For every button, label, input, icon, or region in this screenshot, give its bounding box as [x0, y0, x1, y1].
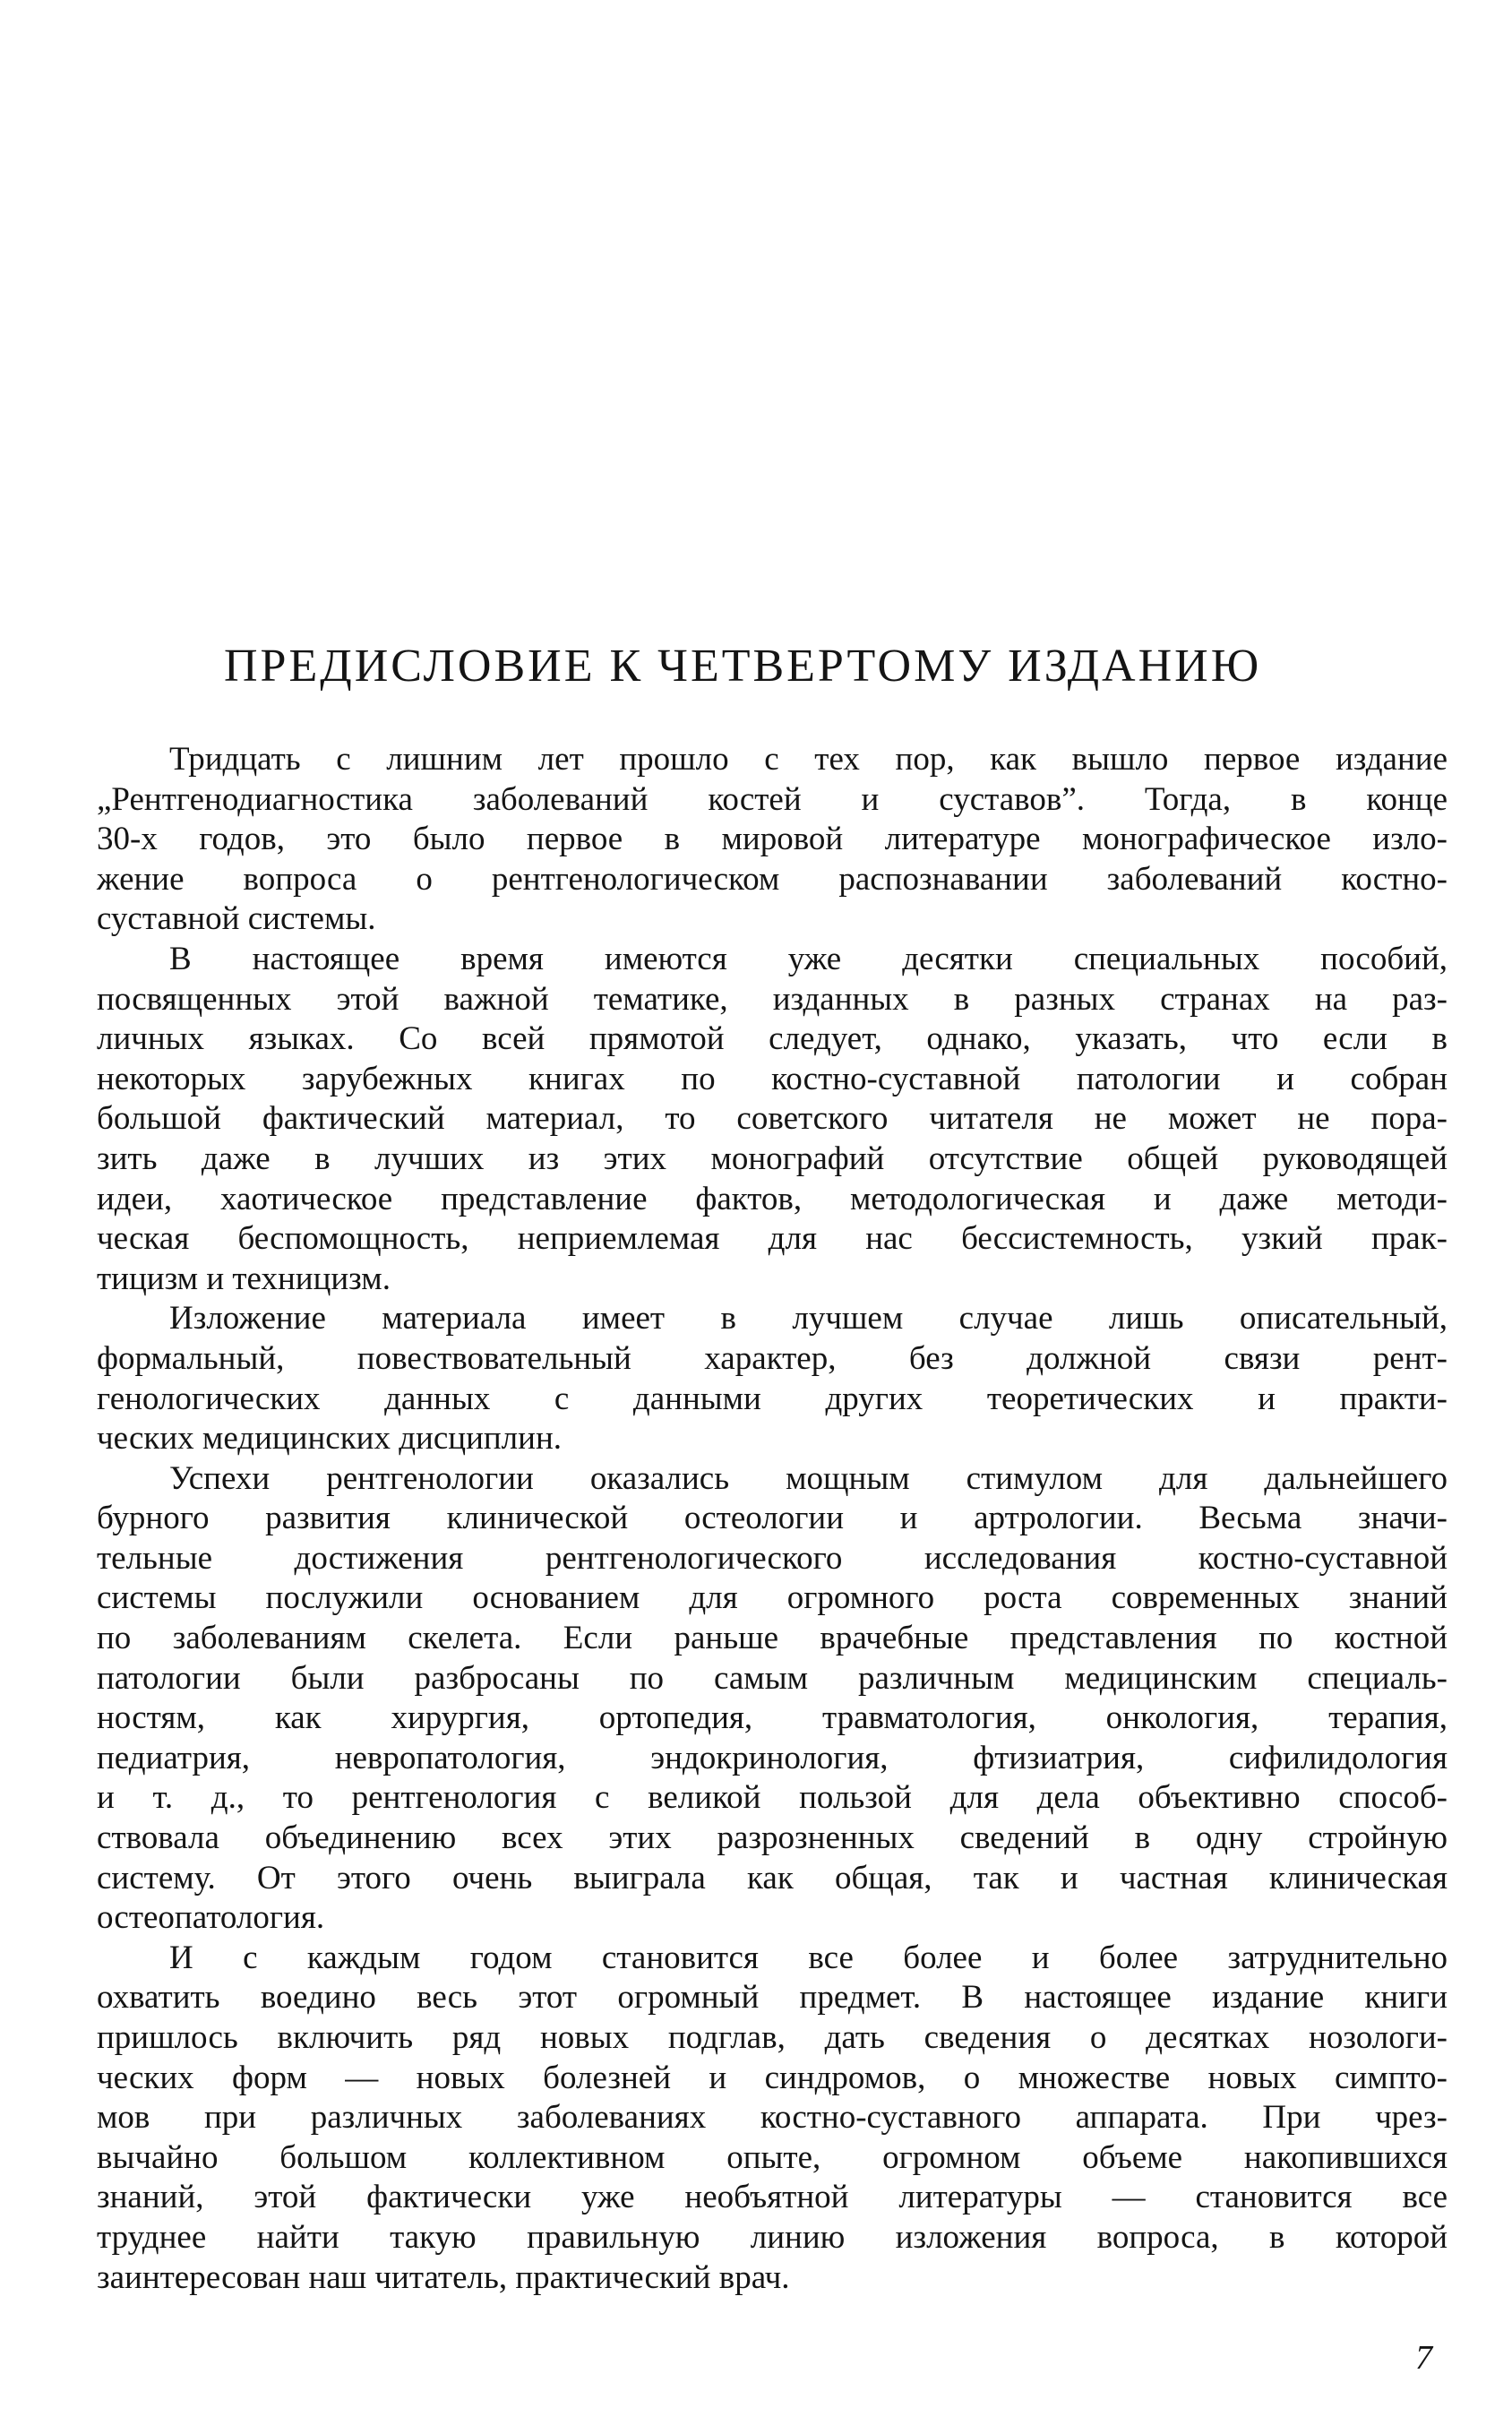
- page-heading: ПРЕДИСЛОВИЕ К ЧЕТВЕРТОМУ ИЗДАНИЮ: [224, 641, 1262, 692]
- paragraph: [97, 740, 1448, 940]
- text-line: В настоящее время имеются уже десятки специальных пособий,: [169, 940, 1448, 977]
- text-line: бурного развития клинической остеологии и артрологии. Весьма значи-: [97, 1500, 1448, 1537]
- paragraph: [97, 1299, 1448, 1458]
- text-line: и т. д., то рентгенология с великой пользой для дела объективно способ-: [97, 1779, 1448, 1817]
- text-line: знаний, этой фактически уже необъятной литературы — становится все: [97, 2179, 1448, 2216]
- paragraph: [97, 940, 1448, 1299]
- text-line: педиатрия, невропатология, эндокринология, фтизиатрия, сифилидология: [97, 1739, 1448, 1776]
- text-line: зить даже в лучших из этих монографий отсутствие общей руководящей: [97, 1140, 1448, 1177]
- text-line: по заболеваниям скелета. Если раньше врачебные представления по костной: [97, 1620, 1448, 1657]
- text-line: тицизм и техницизм.: [97, 1260, 391, 1297]
- text-line: суставной системы.: [97, 900, 376, 938]
- text-line: патологии были разбросаны по самым различным медицинским специаль-: [97, 1659, 1448, 1697]
- text-line: личных языках. Со всей прямотой следует, однако, указать, что если в: [97, 1020, 1448, 1058]
- text-line: ческая беспомощность, неприемлемая для нас бессистемность, узкий прак-: [97, 1220, 1448, 1258]
- text-line: ческих форм — новых болезней и синдромов, о множестве новых симпто-: [97, 2059, 1448, 2096]
- text-line: Изложение материала имеет в лучшем случае лишь описательный,: [169, 1300, 1448, 1337]
- text-line: системы послужили основанием для огромного роста современных знаний: [97, 1579, 1448, 1617]
- paragraph: [97, 1939, 1448, 2298]
- text-line: пришлось включить ряд новых подглав, дать сведения о десятках нозологи-: [97, 2019, 1448, 2056]
- text-line: ствовала объединению всех этих разрозненных сведений в одну стройную: [97, 1819, 1448, 1857]
- text-line: посвященных этой важной тематике, изданных в разных странах на раз-: [97, 980, 1448, 1018]
- text-line: идеи, хаотическое представление фактов, методологическая и даже методи-: [97, 1180, 1448, 1217]
- text-line: Успехи рентгенологии оказались мощным стимулом для дальнейшего: [169, 1459, 1448, 1497]
- text-line: большой фактический материал, то советского читателя не может не пора-: [97, 1100, 1448, 1138]
- text-line: вычайно большом коллективном опыте, огромном объеме накопившихся: [97, 2138, 1448, 2176]
- text-line: И с каждым годом становится все более и более затруднительно: [169, 1939, 1448, 1976]
- text-line: 30-х годов, это было первое в мировой литературе монографическое изло-: [97, 821, 1448, 858]
- page-number: 7: [1415, 2339, 1432, 2377]
- text-line: тельные достижения рентгенологического исследования костно-суставной: [97, 1539, 1448, 1577]
- paragraph: [97, 1459, 1448, 1939]
- text-line: труднее найти такую правильную линию изложения вопроса, в которой: [97, 2218, 1448, 2256]
- text-line: некоторых зарубежных книгах по костно-суставной патологии и собран: [97, 1060, 1448, 1097]
- text-line: „Рентгенодиагностика заболеваний костей и суставов”. Тогда, в конце: [97, 780, 1448, 818]
- text-line: охватить воедино весь этот огромный предмет. В настоящее издание книги: [97, 1979, 1448, 2017]
- text-line: ческих медицинских дисциплин.: [97, 1420, 562, 1458]
- text-line: ностям, как хирургия, ортопедия, травматология, онкология, терапия,: [97, 1699, 1448, 1737]
- text-line: остеопатология.: [97, 1899, 325, 1937]
- text-line: мов при различных заболеваниях костно-суставного аппарата. При чрез-: [97, 2099, 1448, 2137]
- text-line: систему. От этого очень выиграла как общая, так и частная клиническая: [97, 1859, 1448, 1896]
- text-line: заинтересован наш читатель, практический врач.: [97, 2258, 790, 2296]
- text-line: Тридцать с лишним лет прошло с тех пор, как вышло первое издание: [169, 741, 1448, 778]
- body-text: [97, 740, 1448, 2298]
- text-line: генологических данных с данными других теоретических и практи-: [97, 1380, 1448, 1417]
- text-line: жение вопроса о рентгенологическом распознавании заболеваний костно-: [97, 860, 1448, 898]
- text-line: формальный, повествовательный характер, без должной связи рент-: [97, 1339, 1448, 1377]
